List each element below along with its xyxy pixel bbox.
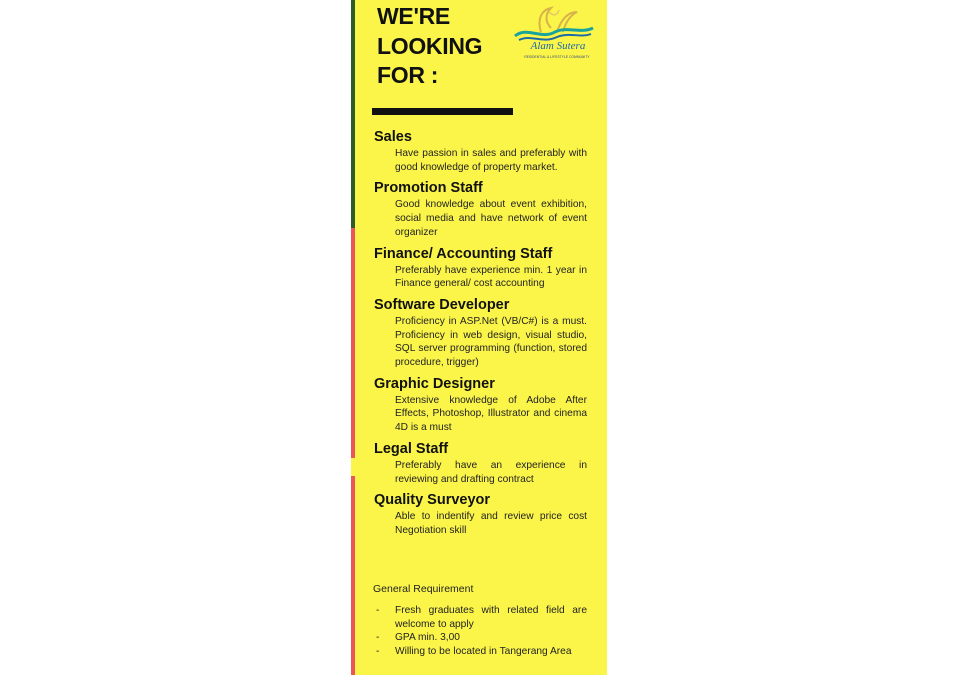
job-title: Graphic Designer [374,375,495,392]
dash-bullet: - [376,646,380,658]
job-title: Legal Staff [374,440,449,457]
job-description: Able to indentify and review price cost Negotiation skill [395,511,587,536]
job-description: Good knowledge about event exhibition, social media and have network of event organizer [395,199,587,238]
requirement-text: Willing to be located in Tangerang Area [395,646,572,658]
requirement-item [373,645,587,659]
headline-line-1: WE'RE [377,3,450,29]
job-title: Finance/ Accounting Staff [374,245,553,262]
requirement-text: GPA min. 3,00 [395,632,460,644]
job-item-software-developer [374,297,587,370]
general-requirement-list [373,604,587,659]
poster-edge-green [351,0,355,228]
headline-divider [372,108,513,115]
dash-bullet: - [376,632,380,644]
poster-edge-yellow [351,458,355,476]
job-item-quality-surveyor [374,492,587,537]
requirement-item [373,631,587,645]
general-requirement-heading: General Requirement [373,583,474,595]
job-description: Have passion in sales and preferably with good knowledge of property market. [395,148,587,173]
job-title: Quality Surveyor [374,492,491,509]
headline-line-2: LOOKING [377,32,483,59]
poster-edge-red [351,228,355,458]
poster-edge-red-lower [351,476,355,675]
job-title: Software Developer [374,296,510,313]
logo-brand-text: Alam Sutera [530,40,586,52]
job-item-graphic-designer [374,376,587,435]
requirement-text: Fresh graduates with related field are welcome to apply [395,605,587,630]
job-title: Promotion Staff [374,180,483,197]
dash-bullet: - [376,605,380,616]
requirement-item [373,604,587,631]
logo-tagline: RESIDENTIAL & LIFESTYLE COMMUNITY [524,55,590,59]
headline-line-3: FOR : [377,62,439,88]
job-item-sales [374,129,587,174]
job-poster [351,0,607,675]
job-item-finance-accounting-staff [374,246,587,291]
job-item-promotion-staff [374,180,587,239]
job-title: Sales [374,129,412,145]
job-description: Extensive knowledge of Adobe After Effects, Photoshop, Illustrator and cinema 4D is a must [395,394,587,434]
job-item-legal-staff [374,441,587,486]
job-description: Preferably have an experience in reviewing and drafting contract [395,459,587,485]
job-description: Preferably have experience min. 1 year in Finance general/ cost accounting [395,264,587,290]
alam-sutera-logo [511,6,597,64]
job-list [374,129,587,544]
job-description: Proficiency in ASP.Net (VB/C#) is a must. Proficiency in web design, visual studio, SQL server programming (function, stored procedure, trigger) [395,315,587,369]
headline [377,2,507,91]
